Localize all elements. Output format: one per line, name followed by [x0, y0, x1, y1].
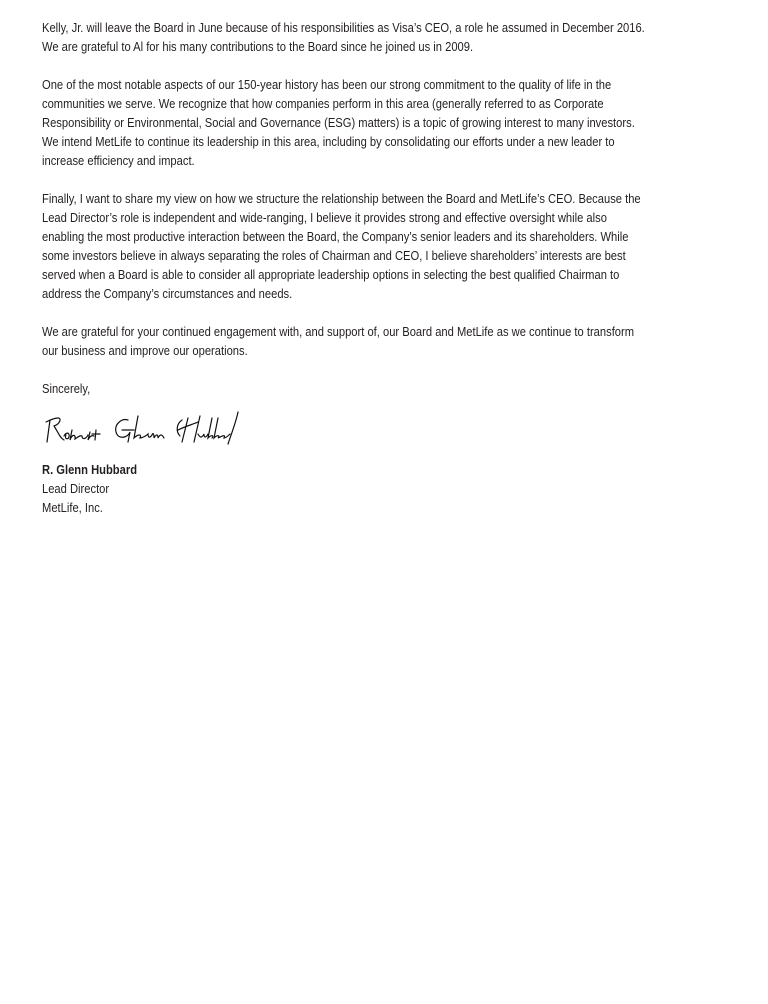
signature-image [42, 408, 252, 452]
closing: Sincerely, [42, 381, 91, 396]
text-line: We are grateful for your continued engagement with, and support of, our Board and MetLife as we continue to transform [42, 324, 635, 339]
text-line: communities we serve. We recognize that how companies perform in this area (generally referred to as Corporate [42, 96, 604, 111]
text-line: We are grateful to Al for his many contributions to the Board since he joined us in 2009. [42, 39, 474, 54]
letter-body [42, 18, 742, 517]
text-line: served when a Board is able to consider all appropriate leadership options in selecting the best qualified Chairman to [42, 267, 620, 282]
text-line: some investors believe in always separating the roles of Chairman and CEO, I believe shareholders’ interests are best [42, 248, 626, 263]
text-line: Kelly, Jr. will leave the Board in June because of his responsibilities as Visa’s CEO, a role he assumed in December 2016. [42, 20, 645, 35]
text-line: We intend MetLife to continue its leadership in this area, including by consolidating our efforts under a new leader to [42, 134, 615, 149]
text-line: Lead Director’s role is independent and wide-ranging, I believe it provides strong and effective oversight while also [42, 210, 607, 225]
paragraph [42, 189, 742, 303]
signer-title: Lead Director [42, 481, 110, 496]
text-line: Responsibility or Environmental, Social and Governance (ESG) matters) is a topic of growing interest to many investors. [42, 115, 635, 130]
paragraph [42, 18, 742, 56]
text-line: increase efficiency and impact. [42, 153, 195, 168]
signer-company: MetLife, Inc. [42, 500, 103, 515]
paragraph [42, 75, 742, 170]
signature [42, 408, 742, 452]
text-line: enabling the most productive interaction between the Board, the Company’s senior leaders and its shareholders. While [42, 229, 629, 244]
signer-name: R. Glenn Hubbard [42, 462, 138, 477]
paragraph [42, 322, 742, 360]
text-line: One of the most notable aspects of our 150-year history has been our strong commitment to the quality of life in the [42, 77, 612, 92]
text-line: address the Company’s circumstances and needs. [42, 286, 293, 301]
text-line: Finally, I want to share my view on how we structure the relationship between the Board and MetLife’s CEO. Because the [42, 191, 641, 206]
text-line: our business and improve our operations. [42, 343, 248, 358]
